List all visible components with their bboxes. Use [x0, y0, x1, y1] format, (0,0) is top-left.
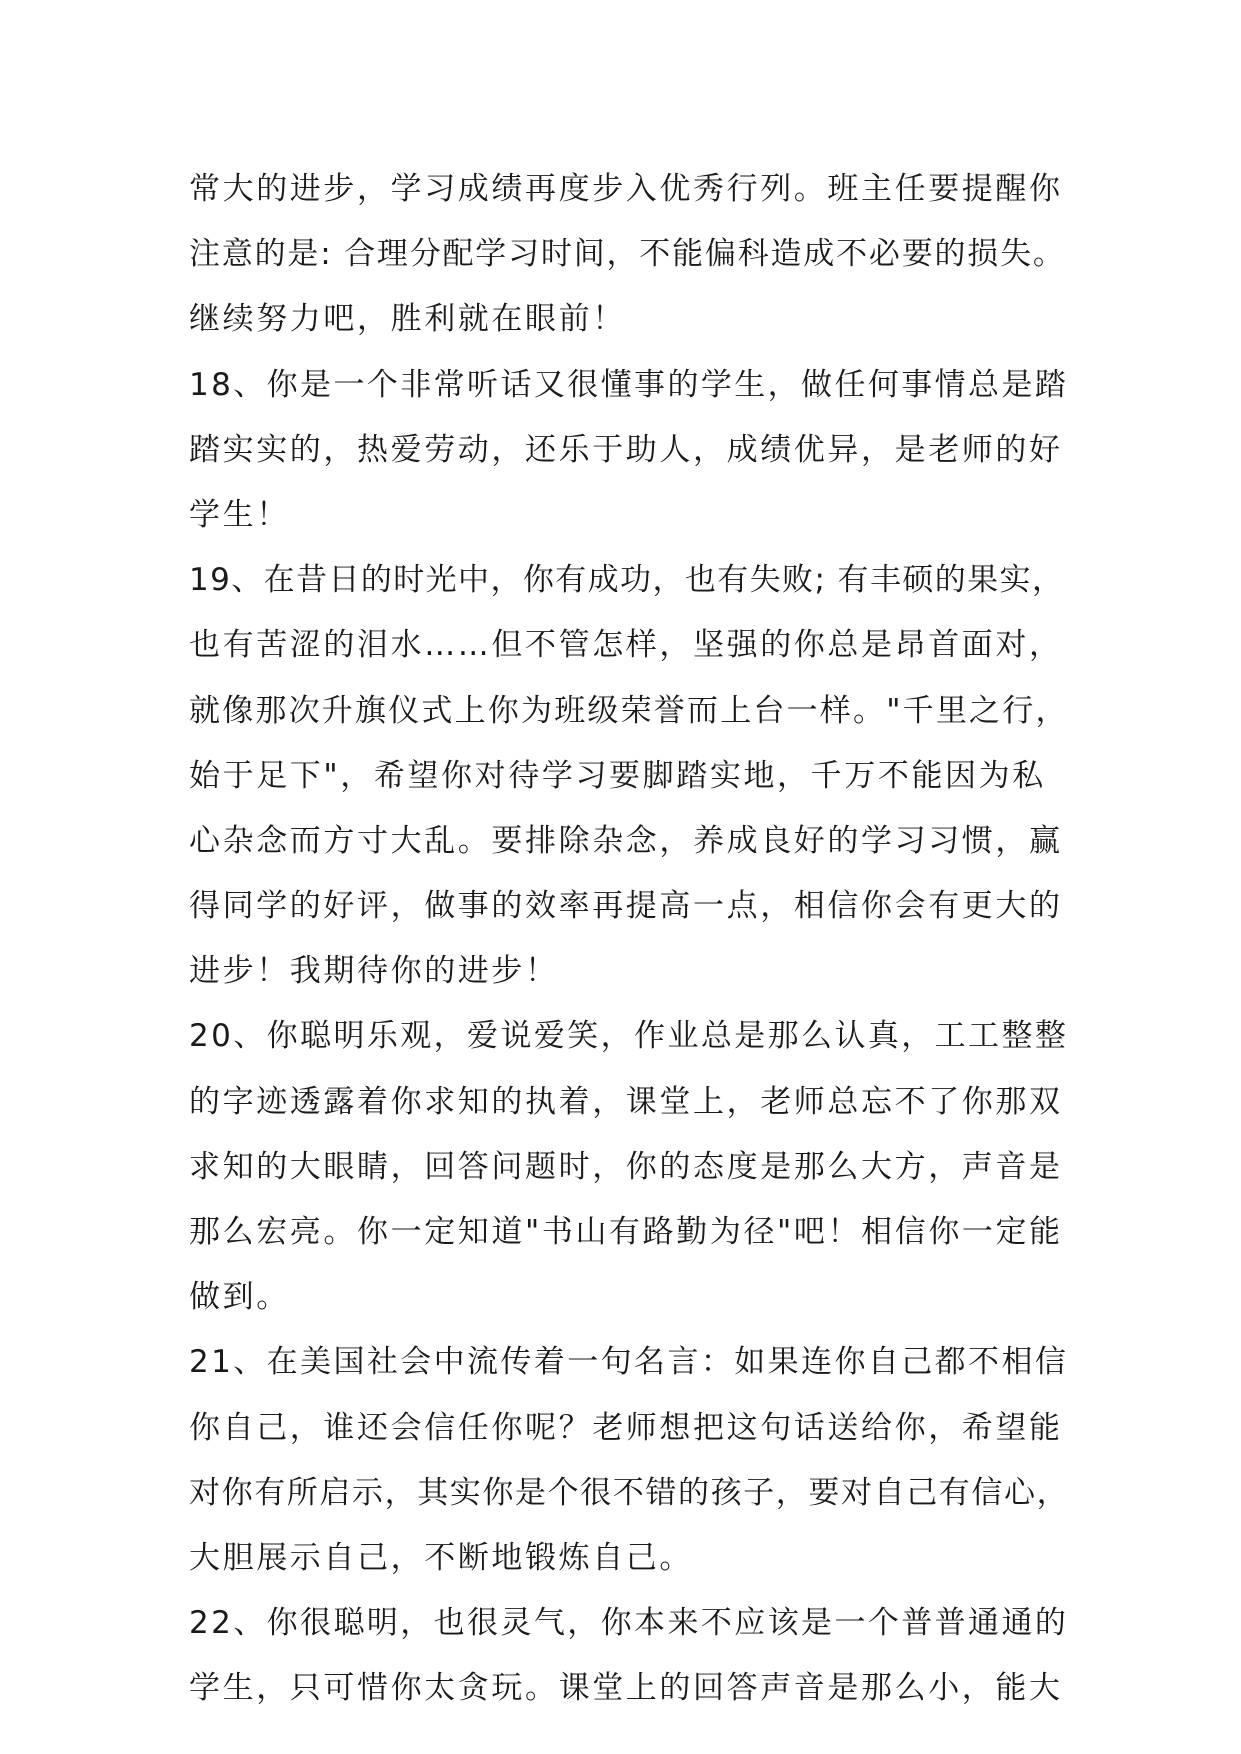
text-line: 对你有所启示，其实你是个很不错的孩子，要对自己有信心，	[189, 1474, 1070, 1511]
text-line: 踏实实的，热爱劳动，还乐于助人，成绩优异，是老师的好	[189, 431, 1063, 468]
text-line: 求知的大眼睛，回答问题时，你的态度是那么大方，声音是	[189, 1148, 1063, 1185]
text-line: 始于足下"，希望你对待学习要脚踏实地，千万不能因为私	[189, 757, 1046, 794]
text-line: 那么宏亮。你一定知道"书山有路勤为径"吧！相信你一定能	[189, 1214, 1063, 1250]
text-line: 19、在昔日的时光中，你有成功，也有失败; 有丰硕的果实，	[189, 562, 1065, 599]
text-line: 21、在美国社会中流传着一句名言：如果连你自己都不相信	[189, 1344, 1069, 1381]
document-body	[189, 157, 1069, 1722]
text-line: 做到。	[189, 1279, 290, 1316]
text-line: 继续努力吧，胜利就在眼前！	[189, 301, 626, 338]
text-line: 20、你聪明乐观，爱说爱笑，作业总是那么认真，工工整整	[189, 1018, 1069, 1055]
text-line: 你自己，谁还会信任你呢？老师想把这句话送给你，希望能	[189, 1409, 1063, 1446]
text-line: 大胆展示自己，不断地锻炼自己。	[189, 1539, 693, 1576]
text-line: 18、你是一个非常听话又很懂事的学生，做任何事情总是踏	[189, 366, 1069, 403]
text-line: 得同学的好评，做事的效率再提高一点，相信你会有更大的	[189, 888, 1063, 925]
text-line: 学生！	[189, 496, 290, 533]
text-line: 常大的进步，学习成绩再度步入优秀行列。班主任要提醒你	[189, 171, 1063, 207]
text-line: 心杂念而方寸大乱。要排除杂念，养成良好的学习习惯，赢	[189, 822, 1063, 859]
text-line: 进步！我期待你的进步！	[189, 953, 559, 990]
text-line: 注意的是: 合理分配学习时间，不能偏科造成不必要的损失。	[189, 236, 1066, 273]
text-line: 的字迹透露着你求知的执着，课堂上，老师总忘不了你那双	[189, 1083, 1063, 1120]
text-line: 学生，只可惜你太贪玩。课堂上的回答声音是那么小，能大	[189, 1670, 1063, 1707]
text-line: 就像那次升旗仪式上你为班级荣誉而上台一样。"千里之行，	[189, 692, 1069, 729]
text-line: 22、你很聪明，也很灵气，你本来不应该是一个普普通通的	[189, 1605, 1069, 1642]
text-line: 也有苦涩的泪水……但不管怎样，坚强的你总是昂首面对，	[189, 627, 1063, 664]
